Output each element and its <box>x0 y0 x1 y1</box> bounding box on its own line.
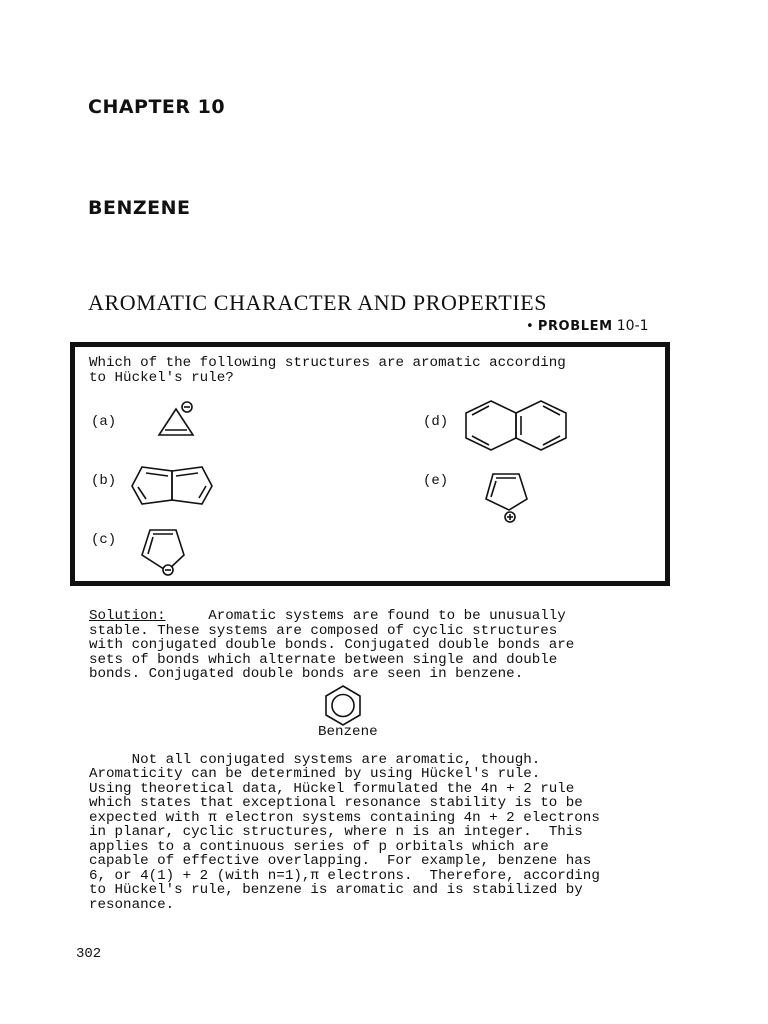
structure-a-label: (a) <box>91 414 117 430</box>
solution-line1-text: Aromatic systems are found to be unusually <box>165 608 566 624</box>
structure-c-label: (c) <box>91 532 117 548</box>
structure-e-label: (e) <box>423 473 449 489</box>
paragraph-line: Aromaticity can be determined by using Hückel's rule. <box>89 766 541 782</box>
solution-line: with conjugated double bonds. Conjugated double bonds are <box>89 637 575 653</box>
structure-b-label: (b) <box>91 473 117 489</box>
section-title: AROMATIC CHARACTER AND PROPERTIES <box>88 290 548 315</box>
cyclopentadienyl-cation-icon <box>484 466 544 526</box>
solution-label: Solution: <box>89 608 166 624</box>
paragraph-line: expected with π electron systems containing 4n + 2 electrons <box>89 810 600 826</box>
paragraph-line: applies to a continuous series of p orbitals which are <box>89 839 549 855</box>
page-number: 302 <box>76 946 102 962</box>
solution-line1 <box>89 609 566 624</box>
solution-line: stable. These systems are composed of cyclic structures <box>89 623 558 639</box>
solution-line: sets of bonds which alternate between single and double <box>89 652 558 668</box>
problem-question-line1: Which of the following structures are aromatic according <box>89 355 566 371</box>
cyclopentadienyl-anion-icon <box>140 525 200 580</box>
naphthalene-icon <box>462 396 574 456</box>
paragraph-line: resonance. <box>89 897 175 913</box>
bullet-icon: • <box>526 319 534 334</box>
chapter-title: BENZENE <box>88 197 191 219</box>
paragraph-line: in planar, cyclic structures, where n is an integer. This <box>89 824 583 840</box>
cyclopropenyl-anion-icon <box>150 400 200 440</box>
problem-label <box>526 318 649 334</box>
paragraph-line: 6, or 4(1) + 2 (with n=1),π electrons. Therefore, according <box>89 868 600 884</box>
paragraph-line: Using theoretical data, Hückel formulated the 4n + 2 rule <box>89 781 575 797</box>
paragraph-line: Not all conjugated systems are aromatic, though. <box>89 752 541 768</box>
problem-question-line2: to Hückel's rule? <box>89 370 234 386</box>
solution-line: bonds. Conjugated double bonds are seen in benzene. <box>89 666 524 682</box>
paragraph-line: which states that exceptional resonance stability is to be <box>89 795 583 811</box>
benzene-caption: Benzene <box>318 724 378 740</box>
benzene-ring-icon <box>323 684 363 726</box>
problem-number: 10-1 <box>616 318 649 334</box>
paragraph-line: to Hückel's rule, benzene is aromatic and is stabilized by <box>89 882 583 898</box>
paragraph-line: capable of effective overlapping. For example, benzene has <box>89 853 592 869</box>
chapter-label: CHAPTER 10 <box>88 96 226 118</box>
problem-word: PROBLEM <box>537 319 613 334</box>
structure-d-label: (d) <box>423 414 449 430</box>
pentalene-icon <box>128 462 218 512</box>
